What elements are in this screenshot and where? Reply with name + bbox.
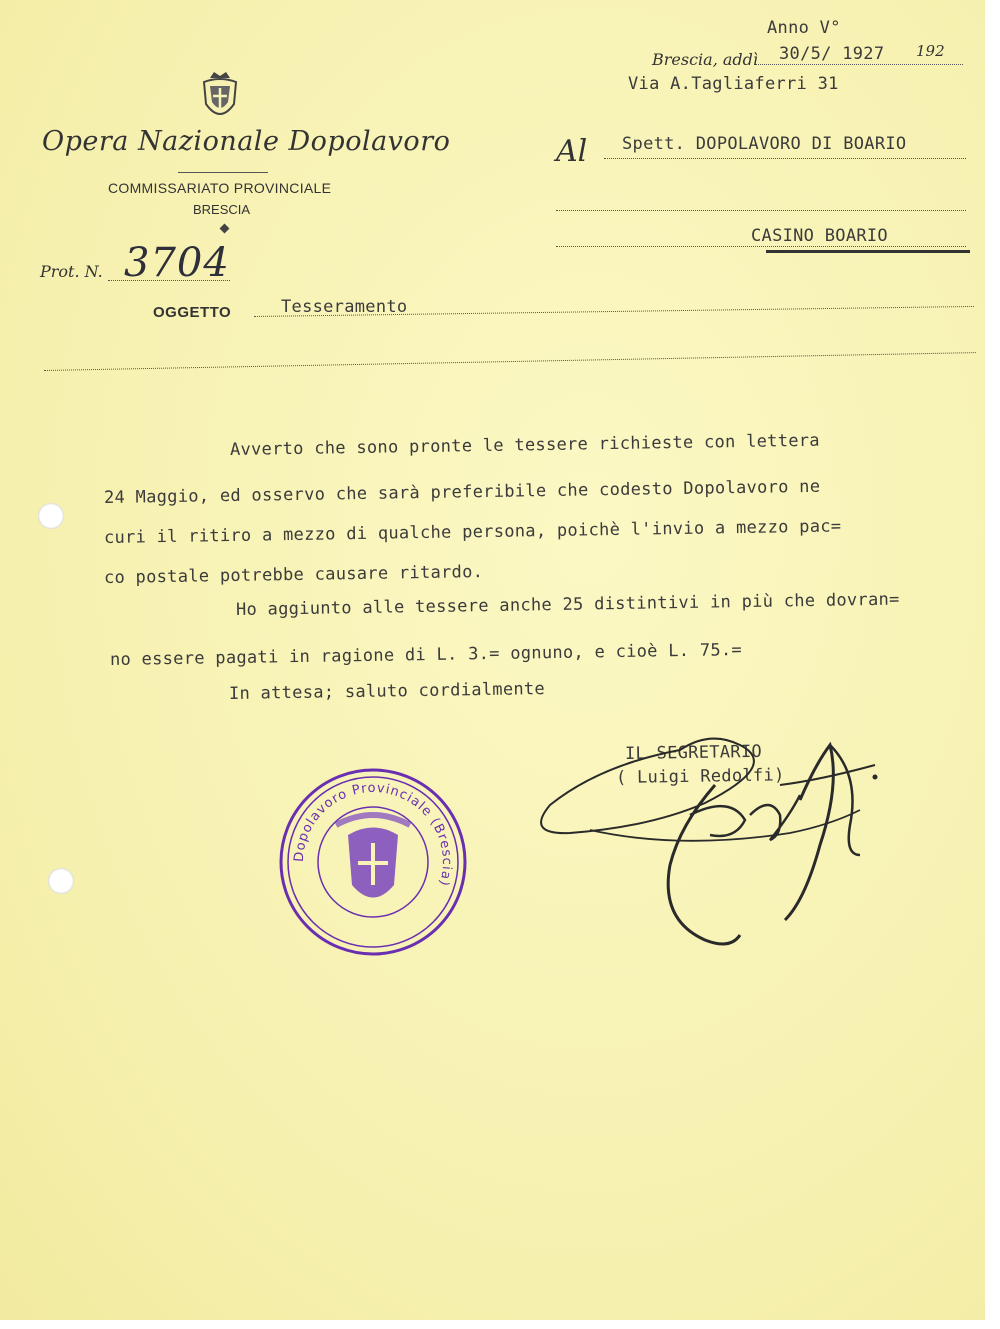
body-line-1: Avverto che sono pronte le tessere richieste con lettera xyxy=(229,430,821,460)
crest-icon xyxy=(196,68,244,126)
official-stamp xyxy=(276,765,470,959)
diamond-icon xyxy=(220,224,230,234)
prot-label: Prot. N. xyxy=(40,262,103,281)
recipient-line3: CASINO BOARIO xyxy=(751,226,888,246)
place-label: Brescia, addì xyxy=(652,50,759,69)
body-line-3: curi il ritiro a mezzo di qualche persona, poichè l'invio a mezzo pac= xyxy=(103,516,842,548)
sender-address: Via A.Tagliaferri 31 xyxy=(628,74,839,94)
body-line-2: 24 Maggio, ed osservo che sarà preferibile che codesto Dopolavoro ne xyxy=(103,476,821,508)
office-city: BRESCIA xyxy=(193,202,251,217)
recipient-underline xyxy=(766,250,970,253)
subject-dotted-line-2 xyxy=(44,352,976,371)
punch-hole-top xyxy=(38,503,64,529)
recipient-dotted-line-1 xyxy=(604,158,966,159)
punch-hole-bottom xyxy=(48,868,74,894)
subject-label: OGGETTO xyxy=(153,304,232,321)
date-value: 30/5/ 1927 xyxy=(779,44,885,64)
office-title: COMMISSARIATO PROVINCIALE xyxy=(108,180,332,196)
recipient-dotted-line-2 xyxy=(556,210,966,211)
signature-title: IL SEGRETARIO xyxy=(624,741,763,764)
signature-name: ( Luigi Redolfi) xyxy=(615,765,785,788)
body-line-7: In attesa; saluto cordialmente xyxy=(228,679,546,704)
printed-year: 192 xyxy=(916,42,945,60)
body-line-6: no essere pagati in ragione di L. 3.= ognuno, e cioè L. 75.= xyxy=(109,640,743,670)
org-name: Opera Nazionale Dopolavoro xyxy=(42,126,451,157)
body-line-5: Ho aggiunto alle tessere anche 25 distintivi in più che dovran= xyxy=(235,589,900,620)
prot-number: 3704 xyxy=(124,240,230,286)
year-note: Anno V° xyxy=(767,18,841,38)
subject-value: Tesseramento xyxy=(281,297,408,317)
handwritten-signature xyxy=(530,725,890,960)
recipient-dotted-line-3 xyxy=(556,246,966,247)
recipient-line1: Spett. DOPOLAVORO DI BOARIO xyxy=(622,134,907,154)
ornament-divider xyxy=(178,172,268,173)
date-dotted-line xyxy=(758,64,963,65)
stamp-text: Dopolavoro Provinciale (Brescia) xyxy=(291,780,455,889)
recipient-prefix: Al xyxy=(556,134,588,169)
body-line-4: co postale potrebbe causare ritardo. xyxy=(103,562,484,588)
